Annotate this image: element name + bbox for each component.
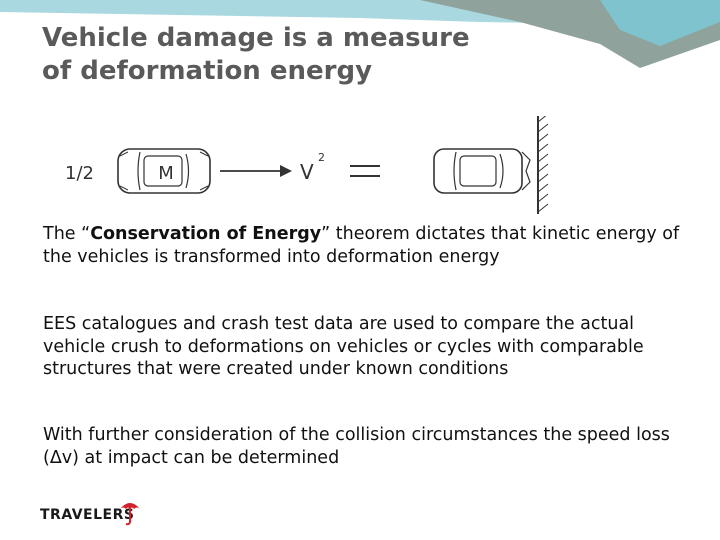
paragraph-ees: EES catalogues and crash test data are used to compare the actual vehicle crush to deformations on vehicles or cycles with comparable structures that were created under known conditions xyxy=(43,314,644,379)
p1-suffix: ” theorem dictates that kinetic energy of the vehicles is transformed into deformation energy xyxy=(43,224,680,267)
title-line-1: Vehicle damage is a measure xyxy=(42,23,470,53)
exponent-label: 2 xyxy=(318,151,325,164)
energy-diagram xyxy=(60,116,560,216)
slide-title xyxy=(42,22,470,88)
p1-prefix: The “ xyxy=(43,224,91,244)
crashed-car-icon xyxy=(434,149,530,193)
equals-sign-icon xyxy=(350,166,380,176)
umbrella-icon xyxy=(119,498,141,526)
fraction-label: 1/2 xyxy=(65,163,94,184)
title-line-2: of deformation energy xyxy=(42,56,373,86)
p1-bold-term: Conservation of Energy xyxy=(90,224,322,244)
paragraph-conservation xyxy=(43,223,683,268)
velocity-label: V xyxy=(300,160,314,184)
wall-icon xyxy=(538,116,548,214)
logo-text: TRAVELERS xyxy=(40,507,135,523)
travelers-logo xyxy=(40,498,150,528)
paragraph-speed-loss: With further consideration of the collision circumstances the speed loss (Δv) at impact can be determined xyxy=(43,425,670,468)
arrow-right-icon xyxy=(220,165,292,177)
mass-label: M xyxy=(158,163,174,184)
